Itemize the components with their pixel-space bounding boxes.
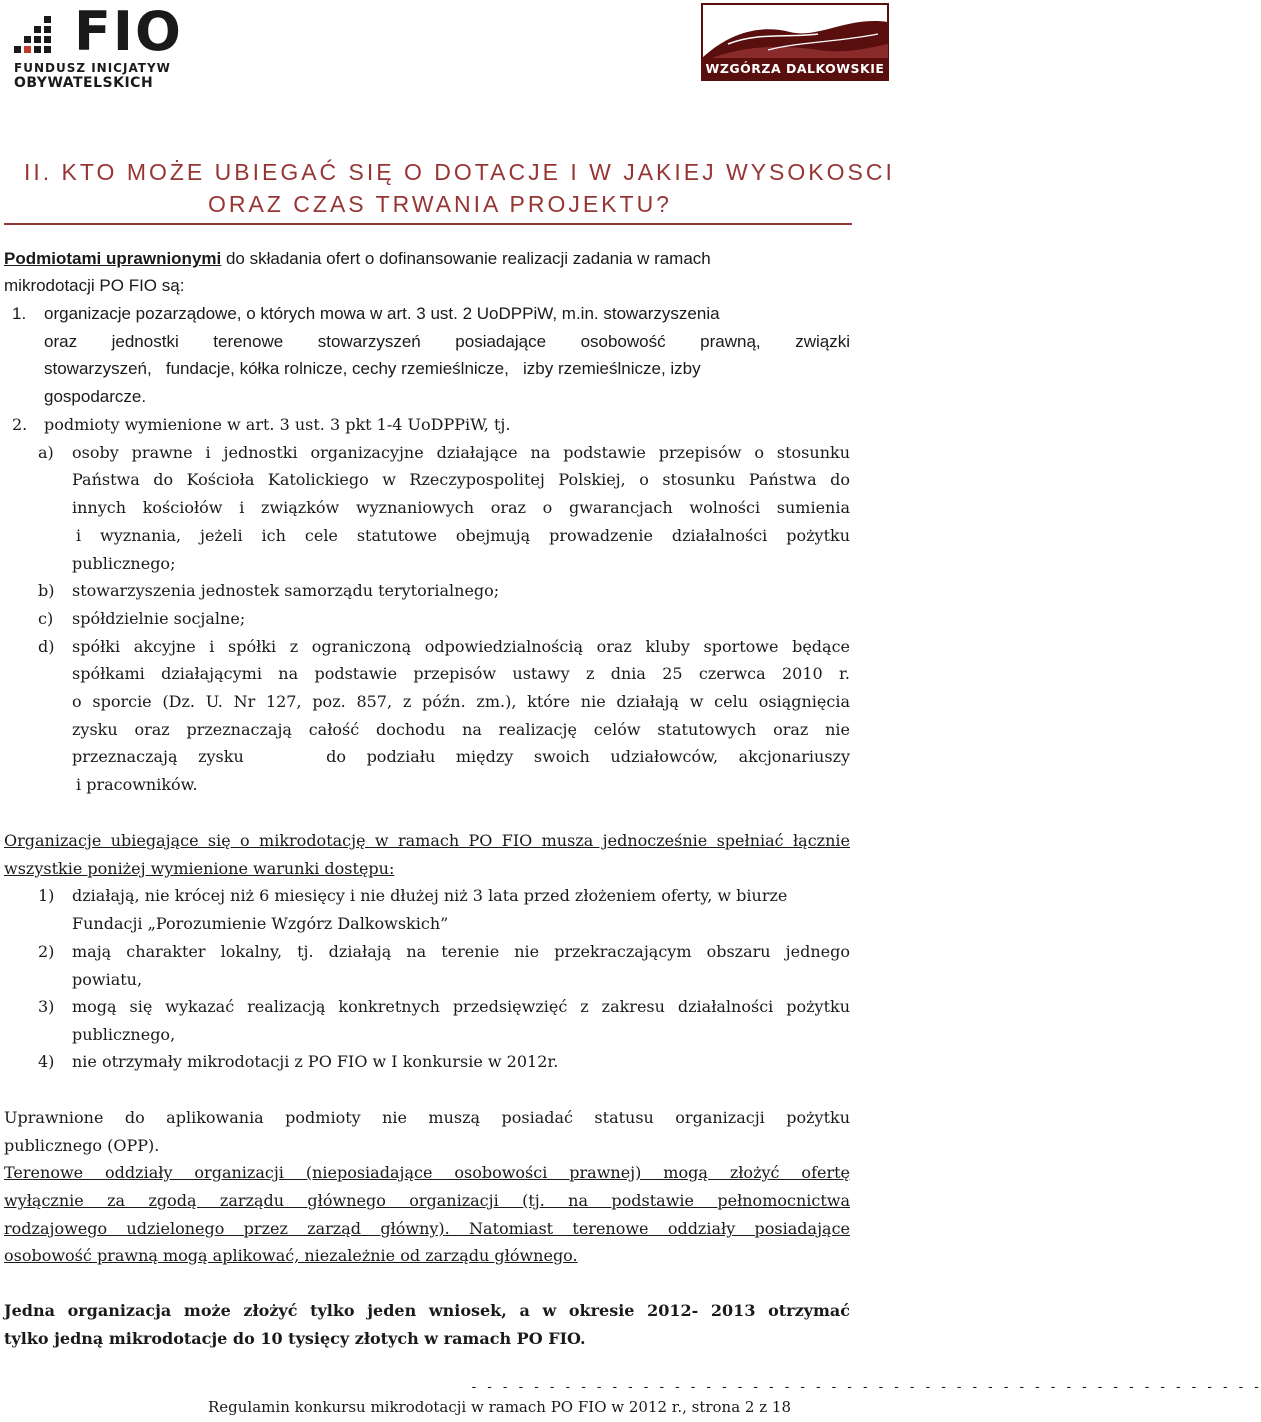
footer-divider: - - - - - - - - - - - - - - - - - - - - - - - - - - - - - - - - - - - - - - - - - - - - - - - - - - - bbox=[470, 1380, 1261, 1395]
condition-3-line-2: publicznego, bbox=[72, 1025, 176, 1044]
wzgorza-logo bbox=[698, 4, 890, 82]
sublist-d-line-6: i pracowników. bbox=[76, 775, 198, 794]
condition-4-line-1: nie otrzymały mikrodotacji z PO FIO w I konkursie w 2012r. bbox=[72, 1052, 559, 1071]
list-item-1-line-1: organizacje pozarządowe, o których mowa w art. 3 ust. 2 UoDPPiW, m.in. stowarzyszenia bbox=[44, 304, 720, 323]
branch-note-line-2: wyłącznie za zgodą zarządu głównego organizacji (tj. na podstawie pełnomocnictwa bbox=[4, 1191, 850, 1210]
condition-1-line-2: Fundacji „Porozumienie Wzgórz Dalkowskich” bbox=[72, 914, 449, 933]
list-item-1-line-3: stowarzyszeń, fundacje, kółka rolnicze, cechy rzemieślnicze, izby rzemieślnicze, izby bbox=[44, 359, 701, 378]
sublist-a-line-5: publicznego; bbox=[72, 554, 176, 573]
footer-text: Regulamin konkursu mikrodotacji w ramach PO FIO w 2012 r., strona 2 z 18 bbox=[208, 1398, 792, 1416]
sublist-d-line-3: o sporcie (Dz. U. Nr 127, poz. 857, z późn. zm.), które nie działają w celu osiągnięcia bbox=[72, 692, 850, 711]
condition-3-line-1: mogą się wykazać realizacją konkretnych przedsięwzięć z zakresu działalności pożytku bbox=[72, 997, 850, 1016]
condition-4-number: 4) bbox=[38, 1052, 55, 1071]
condition-2-line-1: mają charakter lokalny, tj. działają na terenie nie przekraczającym obszaru jednego bbox=[72, 942, 850, 961]
condition-3-number: 3) bbox=[38, 997, 55, 1016]
opp-note-line-1: Uprawnione do aplikowania podmioty nie muszą posiadać statusu organizacji pożytku bbox=[4, 1108, 850, 1127]
list-item-1-line-2: oraz jednostki terenowe stowarzyszeń posiadające osobowość prawną, związki bbox=[44, 332, 850, 351]
section-title-line-1: II. KTO MOŻE UBIEGAĆ SIĘ O DOTACJE I W JAKIEJ WYSOKOSCI bbox=[24, 159, 895, 185]
sublist-a-line-2: Państwa do Kościoła Katolickiego w Rzeczypospolitej Polskiej, o stosunku Państwa do bbox=[72, 470, 850, 489]
intro-line-2: mikrodotacji PO FIO są: bbox=[4, 276, 185, 295]
conditions-intro-line-1: Organizacje ubiegające się o mikrodotację w ramach PO FIO musza jednocześnie spełniać łącznie bbox=[4, 831, 850, 850]
intro-bold-lead: Podmiotami uprawnionymi bbox=[4, 249, 222, 268]
fio-logo-text: FIO bbox=[74, 0, 183, 63]
sublist-a-line-3: innych kościołów i związków wyznaniowych oraz o gwarancjach wolności sumienia bbox=[72, 498, 850, 517]
fio-logo-subtitle-2: OBYWATELSKICH bbox=[14, 75, 154, 91]
condition-2-number: 2) bbox=[38, 942, 55, 961]
branch-note-line-1: Terenowe oddziały organizacji (nieposiadające osobowości prawnej) mogą złożyć ofertę bbox=[4, 1163, 850, 1182]
sublist-b-text: stowarzyszenia jednostek samorządu terytorialnego; bbox=[72, 581, 500, 600]
fio-logo-subtitle-1: FUNDUSZ INICJATYW bbox=[14, 61, 171, 75]
title-divider bbox=[4, 223, 852, 225]
sublist-c-text: spółdzielnie socjalne; bbox=[72, 609, 246, 628]
intro-lead-rest: do składania ofert o dofinansowanie realizacji zadania w ramach bbox=[221, 249, 711, 268]
list-item-1-number: 1. bbox=[12, 304, 27, 323]
sublist-d-line-5: przeznaczają zysku do podziału między swoich udziałowców, akcjonariuszy bbox=[72, 747, 850, 766]
sublist-a-line-4: i wyznania, jeżeli ich cele statutowe obejmują prowadzenie działalności pożytku bbox=[76, 526, 850, 545]
wzgorza-logo-text: WZGÓRZA DALKOWSKIE bbox=[702, 58, 888, 80]
sublist-d-line-1: spółki akcyjne i spółki z ograniczoną odpowiedzialnością oraz kluby sportowe będące bbox=[72, 637, 850, 656]
section-title-line-2: ORAZ CZAS TRWANIA PROJEKTU? bbox=[208, 191, 672, 217]
fio-dots-icon bbox=[14, 16, 58, 56]
sublist-a-label: a) bbox=[38, 443, 54, 462]
list-item-2-number: 2. bbox=[12, 415, 28, 434]
sublist-b-label: b) bbox=[38, 581, 55, 600]
opp-note-line-2: publicznego (OPP). bbox=[4, 1136, 160, 1155]
condition-1-line-1: działają, nie krócej niż 6 miesięcy i nie dłużej niż 3 lata przed złożeniem oferty, w biurze bbox=[72, 886, 788, 905]
list-item-2-text: podmioty wymienione w art. 3 ust. 3 pkt 1-4 UoDPPiW, tj. bbox=[44, 415, 511, 434]
limit-note-line-1: Jedna organizacja może złożyć tylko jeden wniosek, a w okresie 2012- 2013 otrzymać bbox=[4, 1301, 850, 1320]
limit-note-line-2: tylko jedną mikrodotacje do 10 tysięcy złotych w ramach PO FIO. bbox=[4, 1329, 586, 1348]
intro-line-1 bbox=[4, 245, 711, 273]
sublist-a-line-1: osoby prawne i jednostki organizacyjne działające na podstawie przepisów o stosunku bbox=[72, 443, 850, 462]
condition-1-number: 1) bbox=[38, 886, 55, 905]
sublist-d-line-4: zysku oraz przeznaczają całość dochodu na realizację celów statutowych oraz nie bbox=[72, 720, 850, 739]
sublist-d-label: d) bbox=[38, 637, 55, 656]
fio-logo bbox=[14, 0, 183, 91]
conditions-intro-line-2: wszystkie poniżej wymienione warunki dostępu: bbox=[4, 859, 395, 878]
list-item-1-line-4: gospodarcze. bbox=[44, 387, 147, 406]
branch-note-line-3: rodzajowego udzielonego przez zarząd główny). Natomiast terenowe oddziały posiadające bbox=[4, 1219, 850, 1238]
condition-2-line-2: powiatu, bbox=[72, 970, 143, 989]
sublist-c-label: c) bbox=[38, 609, 54, 628]
branch-note-line-4: osobowość prawną mogą aplikować, niezależnie od zarządu głównego. bbox=[4, 1246, 578, 1265]
sublist-d-line-2: spółkami działającymi na podstawie przepisów ustawy z dnia 25 czerwca 2010 r. bbox=[72, 664, 850, 683]
